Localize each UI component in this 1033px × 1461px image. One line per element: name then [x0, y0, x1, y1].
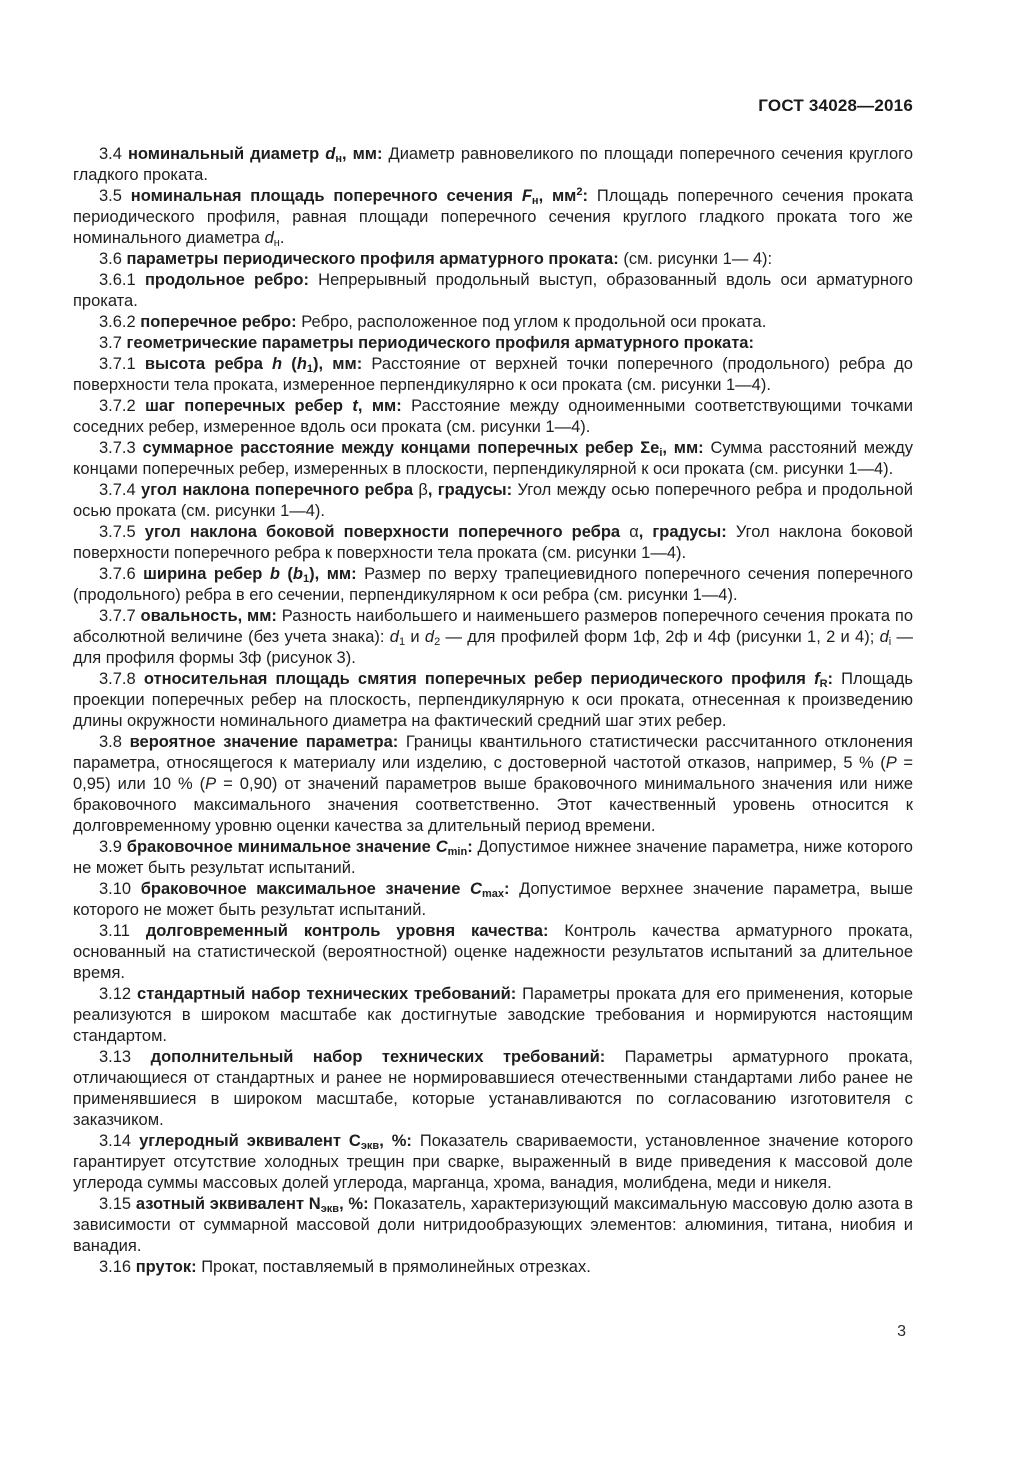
text-run: 3.7.1: [99, 355, 145, 373]
text-run: 3.7.8: [99, 670, 144, 688]
text-run: 3.12: [99, 985, 138, 1003]
text-run: Сумма расстояний между концами поперечных ребер, измеренных в плоскости, перпендикулярной к оси проката (см. рисунки 1—4).: [73, 439, 918, 478]
text-run: F: [521, 187, 532, 205]
text-run: Контроль качества арматурного проката, основанный на статистической (вероятностной) оценке надежности результатов испытаний за длительное время.: [73, 922, 918, 982]
text-run: , градусы:: [427, 481, 513, 499]
text-run: Параметры проката для его применения, которые реализуются в широком масштабе как достигнутые заводские требования и нормируются настоящим стандартом.: [73, 985, 918, 1045]
text-run: 3.9: [99, 838, 127, 856]
text-run: (: [282, 355, 297, 373]
text-run: Границы квантильного статистически рассчитанного отклонения параметра, относящегося к материалу или изделию, с достоверной частотой отказов, например, 5 % (: [73, 733, 918, 772]
text-run: Непрерывный продольный выступ, образованный вдоль оси арматурного проката.: [73, 271, 918, 310]
definition-paragraph-3-16: [73, 1257, 913, 1278]
text-run: 3.6.1: [99, 271, 145, 289]
text-run: C: [470, 880, 482, 898]
definition-paragraph-3-9: [73, 837, 918, 879]
definition-paragraph-3-7-5: [73, 522, 918, 564]
definition-paragraph-3-7: [73, 333, 913, 354]
text-run: — для профилей форм 1ф, 2ф и 4ф (рисунки 1, 2 и 4);: [440, 628, 880, 646]
text-run: 3.13: [99, 1048, 151, 1066]
text-run: , мм: [538, 187, 577, 205]
text-run: 1: [398, 636, 406, 648]
text-run: P: [205, 775, 217, 793]
text-run: 3.7.5: [99, 523, 145, 541]
text-run: , градусы:: [638, 523, 727, 541]
text-run: 3.7.6: [99, 565, 144, 583]
text-run: , %:: [379, 1132, 412, 1150]
text-run: 3.7: [99, 334, 127, 352]
text-run: н: [273, 237, 280, 249]
text-run: Диаметр равновеликого по площади поперечного сечения круглого гладкого проката.: [73, 145, 918, 184]
text-run: , мм:: [662, 439, 704, 457]
text-run: d: [424, 628, 435, 646]
definition-paragraph-3-8: [73, 732, 918, 837]
text-run: 3.14: [99, 1132, 140, 1150]
text-run: Размер по верху трапециевидного поперечного сечения поперечного (продольного) ребра в его сечении, перпендикулярном к оси ребра (см. рисунки 1—4).: [73, 565, 918, 604]
text-run: — для профиля формы 3ф (рисунок 3).: [73, 628, 918, 667]
text-run: :: [467, 838, 473, 856]
text-run: :: [504, 880, 510, 898]
text-run: продольное ребро:: [144, 271, 309, 289]
text-run: ), мм:: [309, 565, 357, 583]
definition-paragraph-3-12: [73, 984, 918, 1047]
definition-paragraph-3-6-1: [73, 270, 918, 312]
definitions-section: [73, 144, 918, 1278]
text-run: браковочное минимальное значение: [126, 838, 436, 856]
text-run: овальность, мм:: [140, 607, 277, 625]
text-run: Разность наибольшего и наименьшего размеров поперечного сечения проката по абсолютной величине (без учета знака):: [73, 607, 918, 646]
definition-paragraph-3-7-4: [73, 480, 918, 522]
text-run: 2: [576, 186, 583, 198]
text-run: = 0,90) от значений параметров выше браковочного минимального значения или ниже браковочного максимального значения соответственно. Этот качественный уровень относится к долговременному уровню оценки качества за длительный период времени.: [73, 775, 918, 835]
text-run: Допустимое верхнее значение параметра, выше которого не может быть результат испытаний.: [73, 880, 918, 919]
text-run: н: [335, 153, 342, 165]
text-run: экв: [320, 1203, 340, 1215]
text-run: α: [629, 523, 639, 541]
definition-paragraph-3-14: [73, 1131, 918, 1194]
text-run: 3.7.3: [99, 439, 143, 457]
text-run: β: [418, 481, 428, 499]
definition-paragraph-3-7-6: [73, 564, 918, 606]
text-run: Расстояние между одноименными соответствующими точками соседних ребер, измеренное вдоль оси проката (см. рисунки 1—4).: [73, 397, 918, 436]
text-run: 3.7.7: [99, 607, 141, 625]
definition-paragraph-3-7-3: [73, 438, 918, 480]
document-code-header: ГОСТ 34028—2016: [758, 96, 913, 115]
text-run: f: [814, 670, 820, 688]
text-run: b: [269, 565, 280, 583]
text-run: d: [879, 628, 889, 646]
text-run: max: [481, 888, 504, 900]
text-run: ), мм:: [313, 355, 363, 373]
text-run: (см. рисунки 1— 4):: [618, 250, 773, 268]
text-run: 3.5: [99, 187, 131, 205]
text-run: номинальный диаметр: [127, 145, 326, 163]
text-run: экв: [360, 1140, 380, 1152]
text-run: и: [405, 628, 425, 646]
text-run: 3.8: [99, 733, 130, 751]
definition-paragraph-3-7-8: [73, 669, 918, 732]
definition-paragraph-3-6-2: [73, 312, 913, 333]
text-run: b: [292, 565, 304, 583]
text-run: d: [264, 229, 274, 247]
text-run: Площадь проекции поперечных ребер на плоскость, перпендикулярную к оси проката, отнесенная к произведению длины окружности номинального диаметра на фактический средний шаг этих ребер.: [73, 670, 918, 730]
text-run: Показатель свариваемости, установленное значение которого гарантирует отсутствие холодных трещин при сварке, выраженный в виде приведения к массовой доле углерода суммы массовых долей углерода, марганца, хрома, ванадия, молибдена, меди и никеля.: [73, 1132, 918, 1192]
text-run: 1: [303, 573, 310, 585]
definition-paragraph-3-11: [73, 921, 918, 984]
text-run: 3.4: [99, 145, 128, 163]
text-run: 3.10: [99, 880, 141, 898]
text-run: i: [659, 447, 663, 459]
definition-paragraph-3-7-2: [73, 396, 918, 438]
definition-paragraph-3-15: [73, 1194, 918, 1257]
text-run: Угол между осью поперечного ребра и продольной осью проката (см. рисунки 1—4).: [73, 481, 918, 520]
text-run: = 0,95) или 10 % (: [73, 754, 918, 793]
text-run: суммарное расстояние между концами поперечных ребер: [142, 439, 641, 457]
text-run: d: [389, 628, 399, 646]
text-run: , мм:: [342, 145, 383, 163]
text-run: h: [296, 355, 307, 373]
text-run: Σе: [640, 439, 660, 457]
text-run: шаг поперечных ребер: [145, 397, 353, 415]
definition-paragraph-3-10: [73, 879, 918, 921]
text-run: 3.15: [99, 1195, 136, 1213]
text-run: номинальная площадь поперечного сечения: [130, 187, 522, 205]
text-run: высота ребра: [144, 355, 273, 373]
text-run: пруток:: [135, 1258, 197, 1276]
text-run: t: [352, 397, 358, 415]
text-run: 3.6.2: [99, 313, 141, 331]
text-run: .: [279, 229, 285, 247]
text-run: :: [582, 187, 589, 205]
text-run: min: [447, 846, 468, 858]
definition-paragraph-3-5: [73, 186, 918, 249]
text-run: Ребро, расположенное под углом к продольной оси проката.: [296, 313, 767, 331]
definition-paragraph-3-13: [73, 1047, 918, 1131]
text-run: h: [272, 355, 283, 373]
text-run: 3.16: [99, 1258, 136, 1276]
text-run: ширина ребер: [143, 565, 270, 583]
text-run: угол наклона боковой поверхности поперечного ребра: [144, 523, 630, 541]
text-run: угол наклона поперечного ребра: [141, 481, 419, 499]
text-run: , %:: [339, 1195, 369, 1213]
text-run: стандартный набор технических требований:: [137, 985, 517, 1003]
text-run: Прокат, поставляемый в прямолинейных отрезках.: [196, 1258, 591, 1276]
text-run: Параметры арматурного проката, отличающиеся от стандартных и ранее не нормировавшиеся отечественными стандартами либо ранее не применявшиеся в широком масштабе, которые устанавливаются по согласованию изготовителя с заказчиком.: [73, 1048, 918, 1129]
text-run: , мм:: [357, 397, 402, 415]
text-run: Площадь поперечного сечения проката периодического профиля, равная площади поперечного сечения круглого гладкого проката того же номинального диаметра: [73, 187, 918, 247]
text-run: P: [885, 754, 897, 772]
page-number: 3: [897, 1323, 906, 1340]
text-run: параметры периодического профиля арматурного проката:: [126, 250, 619, 268]
text-run: относительная площадь смятия поперечных ребер периодического профиля: [143, 670, 815, 688]
text-run: 3.11: [99, 922, 146, 940]
text-run: Показатель, характеризующий максимальную массовую долю азота в зависимости от суммарной массовой доли нитридообразующих элементов: алюминия, титана, ниобия и ванадия.: [73, 1195, 918, 1255]
text-run: 3.7.4: [99, 481, 142, 499]
text-run: азотный эквивалент N: [135, 1195, 321, 1213]
text-run: поперечное ребро:: [140, 313, 297, 331]
text-run: 2: [434, 636, 441, 648]
text-run: 3.6: [99, 250, 127, 268]
text-run: геометрические параметры периодического профиля арматурного проката:: [126, 334, 754, 352]
text-run: R: [819, 678, 828, 690]
text-run: (: [279, 565, 293, 583]
text-run: Расстояние от верхней точки поперечного (продольного) ребра до поверхности тела проката, измеренное перпендикулярно к оси проката (см. рисунки 1—4).: [73, 355, 918, 394]
text-run: d: [325, 145, 336, 163]
text-run: вероятное значение параметра:: [129, 733, 399, 751]
text-run: дополнительный набор технических требований:: [150, 1048, 606, 1066]
text-run: 1: [306, 363, 314, 375]
text-run: Угол наклона боковой поверхности поперечного ребра к поверхности тела проката (см. рисунки 1—4).: [73, 523, 918, 562]
definition-paragraph-3-4: [73, 144, 918, 186]
text-run: :: [827, 670, 834, 688]
definition-paragraph-3-7-1: [73, 354, 918, 396]
text-run: i: [888, 636, 892, 648]
text-run: углеродный эквивалент С: [139, 1132, 361, 1150]
definition-paragraph-3-7-7: [73, 606, 918, 669]
text-run: н: [531, 195, 539, 207]
text-run: браковочное максимальное значение: [140, 880, 471, 898]
text-run: 3.7.2: [99, 397, 146, 415]
text-run: C: [435, 838, 448, 856]
text-run: Допустимое нижнее значение параметра, ниже которого не может быть результат испытаний.: [73, 838, 918, 877]
text-run: долговременный контроль уровня качества:: [145, 922, 549, 940]
definition-paragraph-3-6: [73, 249, 913, 270]
